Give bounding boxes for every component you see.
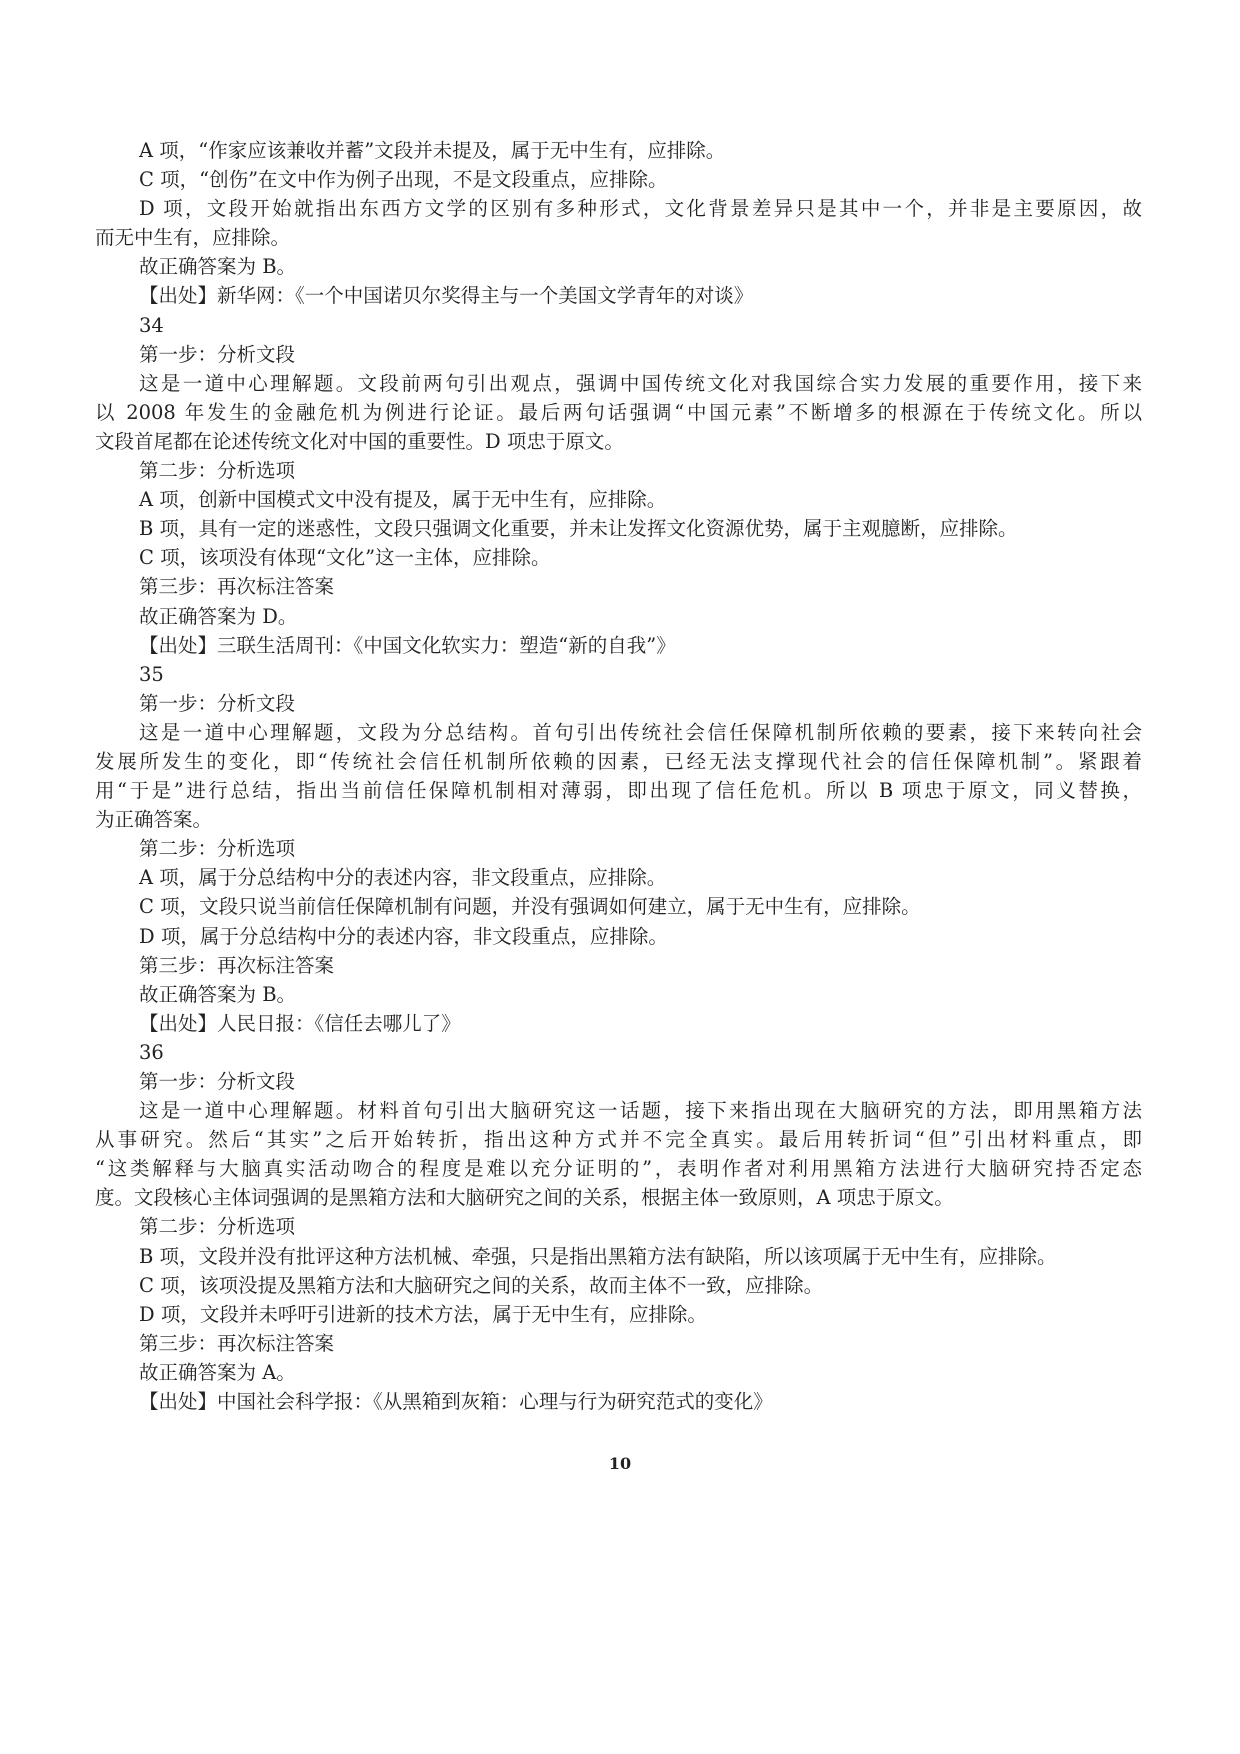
text-line: 35 bbox=[139, 662, 164, 686]
text-line: C 项，“创伤”在文中作为例子出现，不是文段重点，应排除。 bbox=[139, 168, 668, 192]
text-line: 第一步：分析文段 bbox=[139, 1070, 296, 1093]
text-line: 【出处】中国社会科学报：《从黑箱到灰箱：心理与行为研究范式的变化》 bbox=[139, 1390, 773, 1414]
text-line: D 项，文段开始就指出东西方文学的区别有多种形式，文化背景差异只是其中一个，并非是主要原因，故 bbox=[139, 197, 1142, 221]
text-line: 故正确答案为 A。 bbox=[139, 1360, 296, 1384]
text-line: 从事研究。然后“其实”之后开始转折，指出这种方式并不完全真实。最后用转折词“但”引出材料重点，即 bbox=[95, 1128, 1142, 1152]
text-line: 发展所发生的变化，即“传统社会信任机制所依赖的因素，已经无法支撑现代社会的信任保障机制”。紧跟着 bbox=[95, 749, 1142, 773]
text-line: 为正确答案。 bbox=[95, 808, 213, 832]
text-line: “这类解释与大脑真实活动吻合的程度是难以充分证明的”，表明作者对利用黑箱方法进行大脑研究持否定态 bbox=[95, 1157, 1142, 1181]
document-body bbox=[95, 136, 1142, 1416]
text-line: A 项，属于分总结构中分的表述内容，非文段重点，应排除。 bbox=[139, 866, 667, 890]
text-line: 这是一道中心理解题。文段前两句引出观点，强调中国传统文化对我国综合实力发展的重要作用，接下来 bbox=[139, 371, 1142, 395]
text-line: 第二步：分析选项 bbox=[139, 837, 296, 861]
text-line: 用“于是”进行总结，指出当前信任保障机制相对薄弱，即出现了信任危机。所以 B 项忠于原文，同义替换， bbox=[95, 779, 1142, 803]
text-line: 以 2008 年发生的金融危机为例进行论证。最后两句话强调“中国元素”不断增多的根源在于传统文化。所以 bbox=[95, 400, 1142, 424]
text-line: 第三步：再次标注答案 bbox=[139, 1331, 335, 1355]
text-line: C 项，文段只说当前信任保障机制有问题，并没有强调如何建立，属于无中生有，应排除。 bbox=[139, 895, 921, 919]
text-line: B 项，具有一定的迷惑性，文段只强调文化重要，并未让发挥文化资源优势，属于主观臆断，应排除。 bbox=[139, 517, 1018, 541]
text-line: 这是一道中心理解题，文段为分总结构。首句引出传统社会信任保障机制所依赖的要素，接下来转向社会 bbox=[139, 720, 1142, 744]
text-line: 【出处】人民日报：《信任去哪儿了》 bbox=[139, 1011, 461, 1035]
text-line: C 项，该项没提及黑箱方法和大脑研究之间的关系，故而主体不一致，应排除。 bbox=[139, 1273, 824, 1297]
text-line: 第二步：分析选项 bbox=[139, 459, 296, 483]
text-line: 第一步：分析文段 bbox=[139, 342, 296, 366]
text-line: 36 bbox=[139, 1040, 164, 1064]
text-line: A 项，“作家应该兼收并蓄”文段并未提及，属于无中生有，应排除。 bbox=[139, 139, 726, 162]
text-line: 故正确答案为 B。 bbox=[139, 982, 297, 1006]
text-line: 【出处】三联生活周刊：《中国文化软实力：塑造“新的自我”》 bbox=[139, 633, 676, 657]
text-line: C 项，该项没有体现“文化”这一主体，应排除。 bbox=[139, 546, 551, 570]
text-line: 34 bbox=[139, 313, 164, 337]
text-line: 第三步：再次标注答案 bbox=[139, 575, 335, 599]
text-line: 这是一道中心理解题。材料首句引出大脑研究这一话题，接下来指出现在大脑研究的方法，即用黑箱方法 bbox=[139, 1099, 1142, 1123]
text-line: 文段首尾都在论述传统文化对中国的重要性。D 项忠于原文。 bbox=[95, 429, 624, 453]
text-line: 故正确答案为 B。 bbox=[139, 255, 297, 279]
text-line: 度。文段核心主体词强调的是黑箱方法和大脑研究之间的关系，根据主体一致原则，A 项忠于原文。 bbox=[95, 1186, 954, 1210]
text-line: D 项，文段并未呼吁引进新的技术方法，属于无中生有，应排除。 bbox=[139, 1302, 707, 1326]
page-number: 10 bbox=[608, 1454, 632, 1473]
text-line: 【出处】新华网：《一个中国诺贝尔奖得主与一个美国文学青年的对谈》 bbox=[139, 284, 754, 308]
text-line: A 项，创新中国模式文中没有提及，属于无中生有，应排除。 bbox=[139, 488, 667, 512]
text-line: D 项，属于分总结构中分的表述内容，非文段重点，应排除。 bbox=[139, 924, 668, 948]
text-line: 第二步：分析选项 bbox=[139, 1215, 296, 1239]
text-line: 而无中生有，应排除。 bbox=[95, 226, 291, 250]
text-line: 第三步：再次标注答案 bbox=[139, 953, 335, 977]
text-line: B 项，文段并没有批评这种方法机械、牵强，只是指出黑箱方法有缺陷，所以该项属于无中生有，应排除。 bbox=[139, 1244, 1057, 1268]
text-line: 故正确答案为 D。 bbox=[139, 604, 298, 628]
text-line: 第一步：分析文段 bbox=[139, 691, 296, 715]
